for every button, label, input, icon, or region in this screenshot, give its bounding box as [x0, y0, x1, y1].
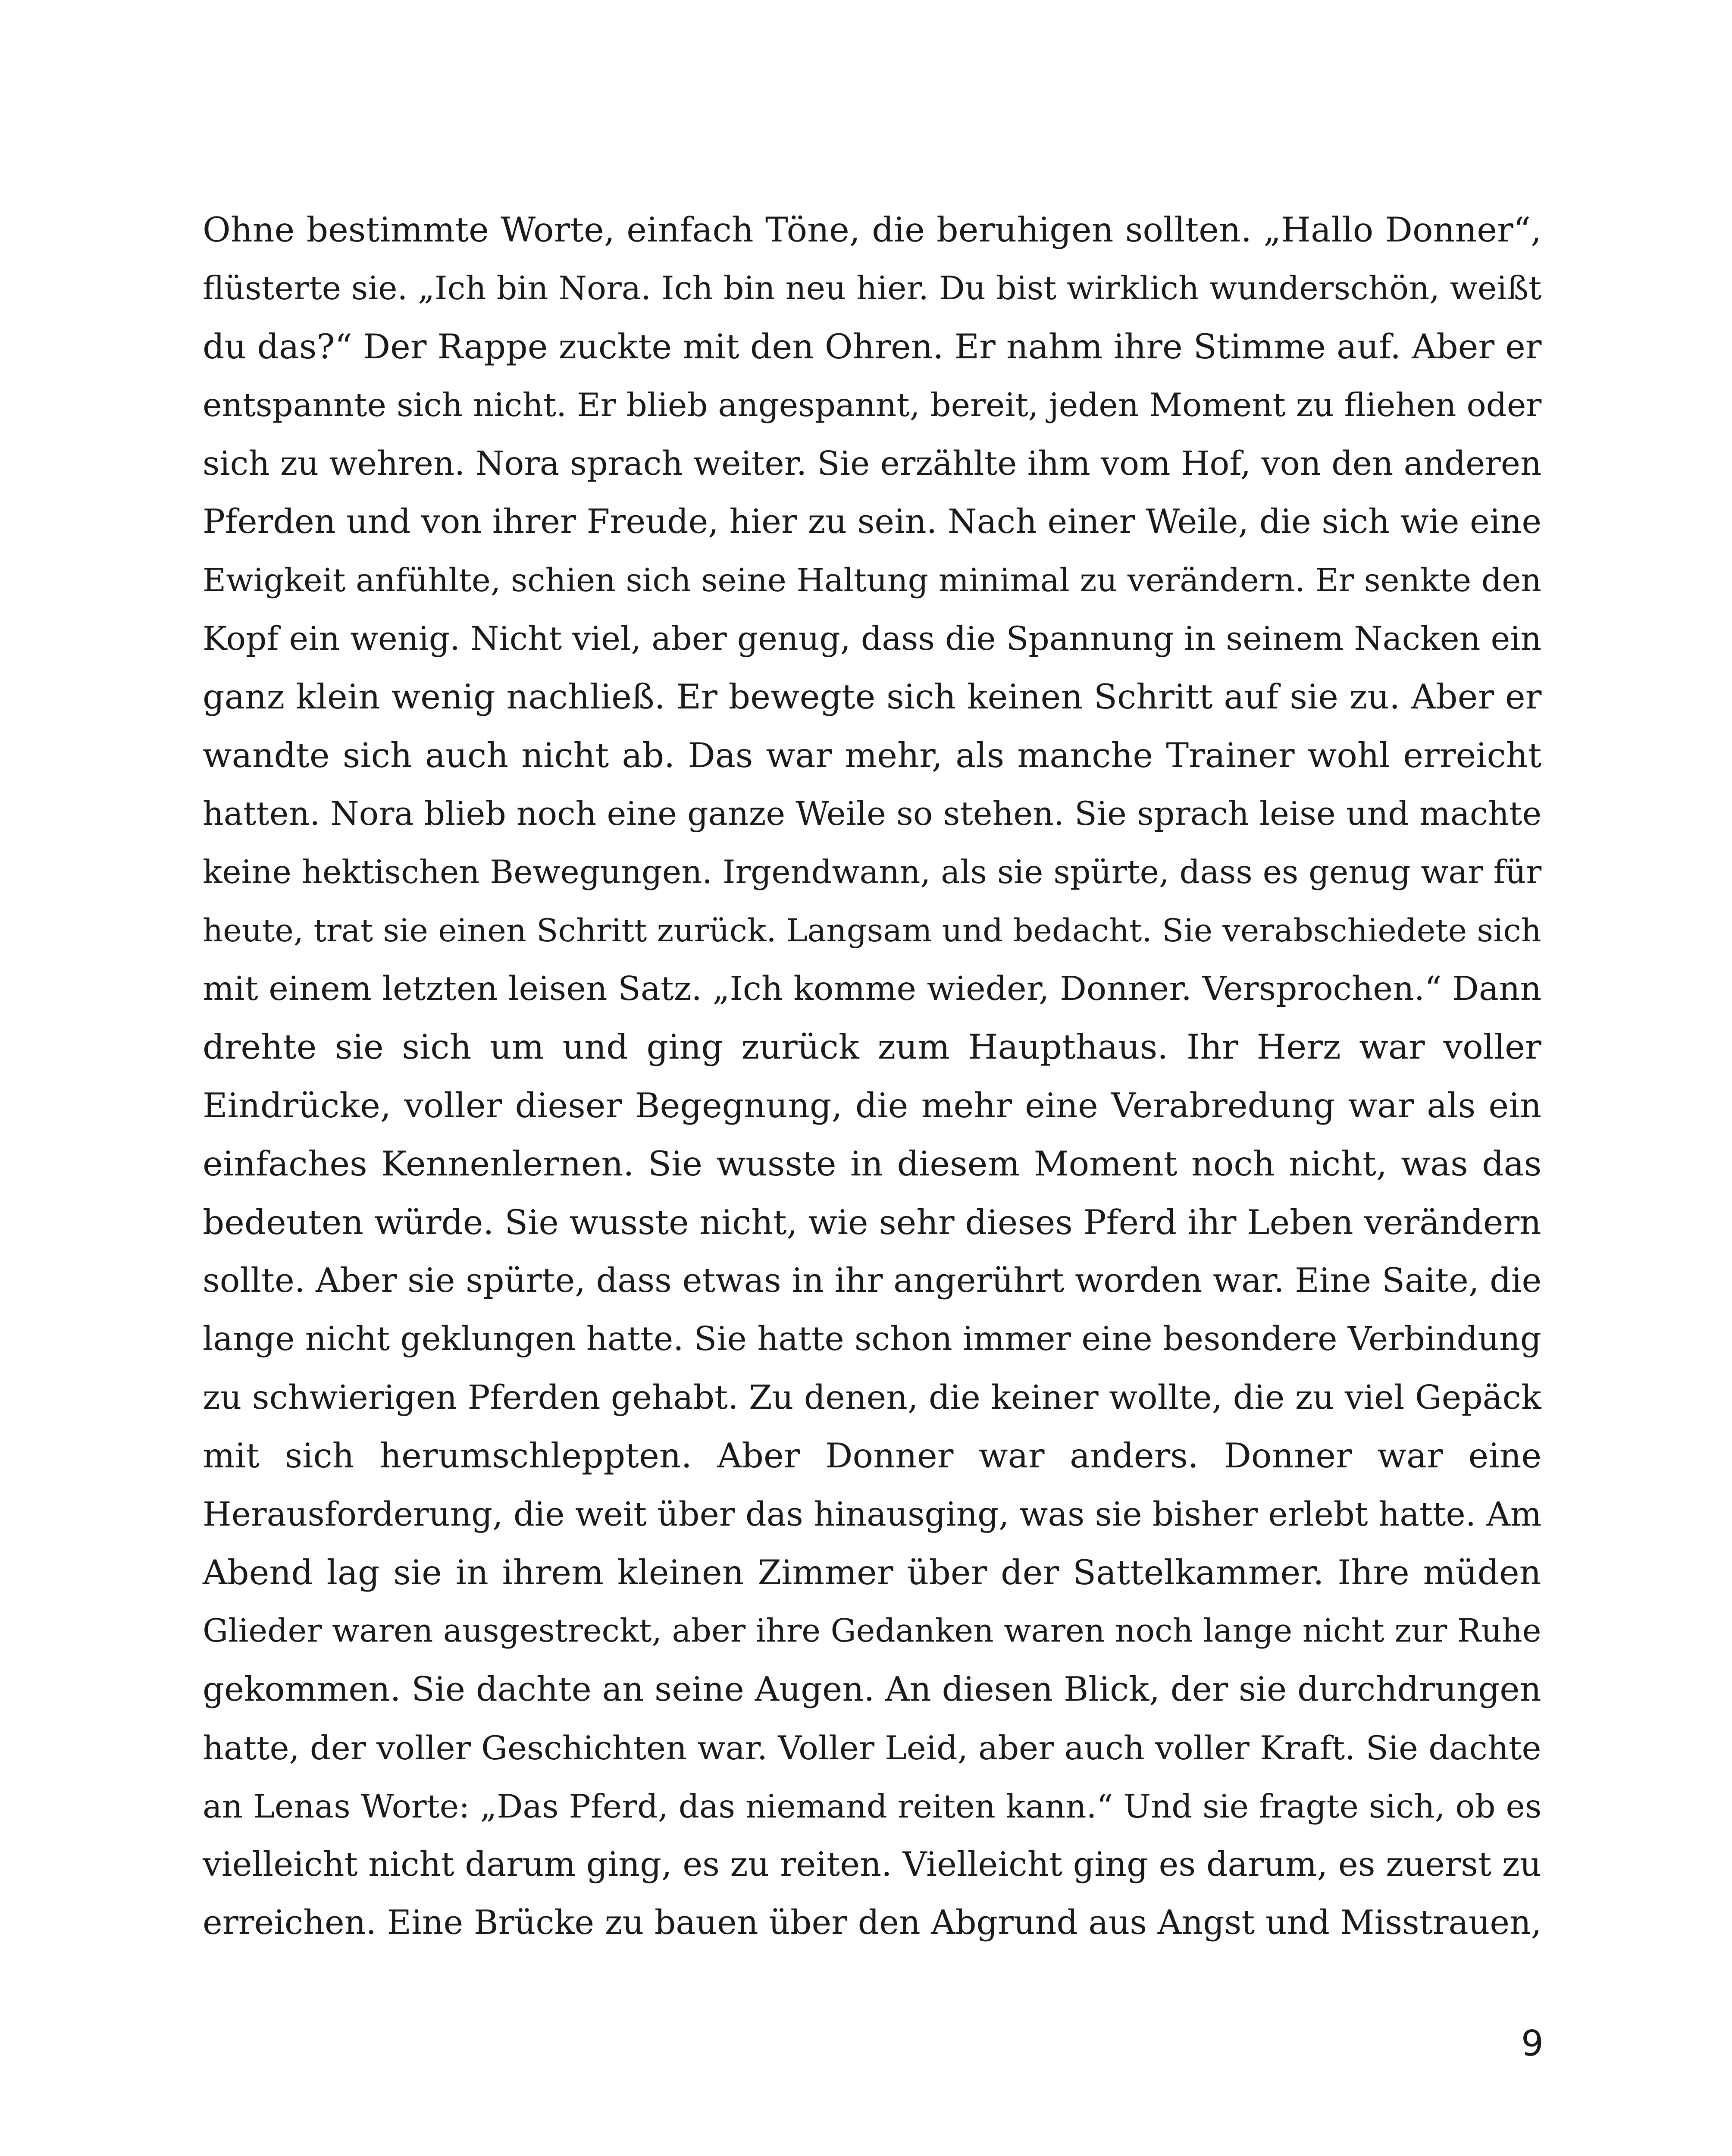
text-line: hatten. Nora blieb noch eine ganze Weile so stehen. Sie sprach leise und machte [203, 794, 1542, 833]
text-line: Ewigkeit anfühlte, schien sich seine Haltung minimal zu verändern. Er senkte den [203, 561, 1542, 599]
text-line: Kopf ein wenig. Nicht viel, aber genug, dass die Spannung in seinem Nacken ein [203, 619, 1542, 658]
text-line: sich zu wehren. Nora sprach weiter. Sie erzählte ihm vom Hof, von den anderen [203, 444, 1542, 483]
text-line: an Lenas Worte: „Das Pferd, das niemand reiten kann.“ Und sie fragte sich, ob es [203, 1787, 1542, 1825]
text-line: Glieder waren ausgestreckt, aber ihre Gedanken waren noch lange nicht zur Ruhe [203, 1612, 1541, 1650]
text-line: einfaches Kennenlernen. Sie wusste in diesem Moment noch nicht, was das [203, 1144, 1542, 1184]
text-line: erreichen. Eine Brücke zu bauen über den Abgrund aus Angst und Misstrauen, [203, 1903, 1542, 1943]
text-line: hatte, der voller Geschichten war. Voller Leid, aber auch voller Kraft. Sie dachte [203, 1729, 1541, 1767]
text-line: heute, trat sie einen Schritt zurück. Langsam und bedacht. Sie verabschiedete sich [203, 912, 1541, 949]
text-line: entspannte sich nicht. Er blieb angespannt, bereit, jeden Moment zu fliehen oder [203, 386, 1542, 424]
page-number: 9 [1521, 2023, 1544, 2064]
text-line: du das?“ Der Rappe zuckte mit den Ohren. Er nahm ihre Stimme auf. Aber er [203, 326, 1542, 367]
text-line: Ohne bestimmte Worte, einfach Töne, die beruhigen sollten. „Hallo Donner“, [203, 210, 1542, 250]
text-line: ganz klein wenig nachließ. Er bewegte sich keinen Schritt auf sie zu. Aber er [203, 677, 1542, 717]
text-line: keine hektischen Bewegungen. Irgendwann, als sie spürte, dass es genug war für [203, 853, 1542, 891]
text-line: zu schwierigen Pferden gehabt. Zu denen, die keiner wollte, die zu viel Gepäck [203, 1378, 1541, 1417]
text-line: sollte. Aber sie spürte, dass etwas in ihr angerührt worden war. Eine Saite, die [203, 1261, 1542, 1300]
text-line: drehte sie sich um und ging zurück zum Haupthaus. Ihr Herz war voller [203, 1027, 1541, 1067]
text-line: Pferden und von ihrer Freude, hier zu sein. Nach einer Weile, die sich wie eine [203, 502, 1542, 541]
text-line: lange nicht geklungen hatte. Sie hatte schon immer eine besondere Verbindung [203, 1320, 1541, 1359]
text-line: Herausforderung, die weit über das hinausging, was sie bisher erlebt hatte. Am [203, 1495, 1542, 1534]
text-line: flüsterte sie. „Ich bin Nora. Ich bin neu hier. Du bist wirklich wunderschön, weißt [203, 270, 1542, 307]
text-line: Abend lag sie in ihrem kleinen Zimmer über der Sattelkammer. Ihre müden [203, 1552, 1541, 1592]
text-line: wandte sich auch nicht ab. Das war mehr, als manche Trainer wohl erreicht [203, 735, 1542, 775]
text-line: vielleicht nicht darum ging, es zu reiten. Vielleicht ging es darum, es zuerst zu [203, 1845, 1541, 1884]
text-line: bedeuten würde. Sie wusste nicht, wie sehr dieses Pferd ihr Leben verändern [203, 1202, 1541, 1242]
text-line: Eindrücke, voller dieser Begegnung, die mehr eine Verabredung war als ein [203, 1085, 1542, 1125]
text-line: mit sich herumschleppten. Aber Donner war anders. Donner war eine [203, 1436, 1542, 1476]
text-line: mit einem letzten leisen Satz. „Ich komme wieder, Donner. Versprochen.“ Dann [203, 969, 1542, 1009]
body-text [203, 201, 1541, 1952]
text-line: gekommen. Sie dachte an seine Augen. An diesen Blick, der sie durchdrungen [203, 1670, 1541, 1709]
